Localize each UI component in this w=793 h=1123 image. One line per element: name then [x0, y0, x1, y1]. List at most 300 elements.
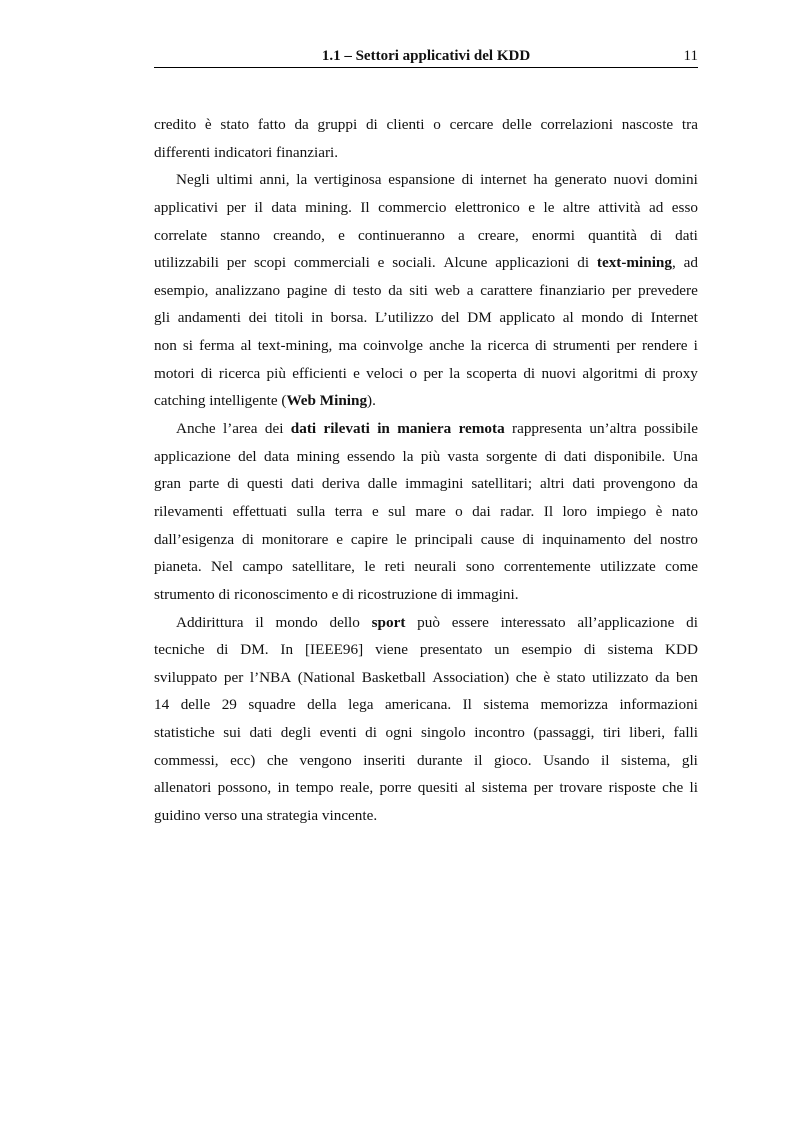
word: essendo [347, 447, 396, 465]
word: analizzano [215, 281, 281, 299]
word: di [522, 530, 535, 548]
word: Il [462, 696, 472, 714]
word: singolo [420, 724, 466, 742]
word: indicatori [214, 143, 273, 161]
word: nascoste [621, 116, 674, 133]
page-number: 11 [683, 48, 698, 64]
header-title: 1.1 – Settori applicativi del KDD [321, 48, 531, 64]
word: tra [681, 116, 698, 133]
word: reti [384, 558, 405, 576]
word: si [182, 337, 194, 355]
word: commercio [378, 198, 447, 216]
word: di [644, 364, 657, 382]
word: quantità [588, 226, 637, 244]
word: per [616, 337, 636, 355]
word: di [200, 364, 213, 382]
word: statistiche [154, 724, 215, 742]
word: dalle [367, 475, 398, 493]
word: di [544, 447, 557, 465]
word: come [665, 558, 698, 576]
word: porre [379, 779, 412, 797]
word: in [377, 420, 390, 438]
word: scopi [254, 254, 287, 272]
word: (National [297, 668, 356, 686]
word: una [240, 807, 263, 825]
word: loro [562, 502, 587, 520]
word: inquinamento [542, 530, 626, 548]
word: Negli [176, 171, 210, 189]
word: vasta [447, 447, 479, 465]
word: elettronico [454, 198, 520, 216]
word: Basketball [361, 668, 426, 686]
word: utilizzabili [154, 254, 219, 272]
word: sistema [481, 779, 528, 797]
word: gioco. [494, 751, 532, 769]
word: proxy [662, 364, 698, 382]
word: più [420, 447, 441, 465]
word: correlate [154, 226, 208, 244]
text-line [154, 526, 698, 554]
word: degli [280, 724, 312, 742]
word: di [535, 337, 547, 355]
text-line [154, 470, 698, 498]
word: ad [683, 254, 698, 272]
word: viene [375, 641, 408, 659]
word: di [365, 724, 377, 742]
text-line [154, 332, 698, 360]
word: clienti [386, 116, 425, 133]
word: di [583, 641, 596, 659]
word: tiri [602, 724, 621, 742]
word: mining [296, 447, 340, 465]
word: enormi [531, 226, 575, 244]
word: (passaggi, [533, 724, 595, 742]
word: per [611, 281, 632, 299]
word: per [226, 254, 247, 272]
word: sulla [296, 502, 326, 520]
text-line [154, 415, 698, 443]
word: di [523, 364, 536, 382]
word: di [461, 171, 474, 189]
word: guidino [154, 807, 201, 825]
word: Una [672, 447, 698, 465]
word: all’applicazione [577, 613, 675, 631]
word: a [457, 226, 465, 244]
word: intelligente [209, 392, 278, 410]
word: vengono [299, 751, 352, 769]
word: mondo [581, 309, 624, 327]
word: dei [264, 420, 284, 438]
word: ricerca [218, 364, 261, 382]
word: possono, [217, 779, 272, 797]
word: inseriti [363, 751, 406, 769]
word: tempo [295, 779, 334, 797]
word: maniera [397, 420, 452, 438]
text-line [154, 581, 698, 609]
word: dello [329, 613, 360, 631]
word: sistema [483, 696, 529, 714]
running-header [154, 47, 698, 68]
word: di [342, 585, 354, 603]
word: applicato [499, 309, 556, 327]
word: la [296, 171, 308, 189]
word: deriva [321, 475, 360, 493]
word: 14 [154, 696, 170, 714]
word: immagini [405, 475, 464, 493]
word: utilizzate [600, 558, 656, 576]
word: americana. [384, 696, 452, 714]
word: li [689, 779, 698, 797]
word: mining. [305, 198, 352, 216]
word: e [338, 226, 345, 244]
word: l’area [222, 420, 258, 438]
word: immagini. [456, 585, 519, 603]
word: dati [675, 226, 698, 244]
word: risposte [608, 779, 656, 797]
word: o [455, 502, 463, 520]
word: ha [533, 171, 548, 189]
word: neurali [414, 558, 457, 576]
word: rendere [641, 337, 688, 355]
word: possibile [643, 420, 698, 438]
word: applicativi [154, 198, 219, 216]
body-text [154, 111, 698, 830]
word: ogni [385, 724, 413, 742]
text-line [154, 553, 698, 581]
word: remota [458, 420, 505, 438]
word: nostro [659, 530, 698, 548]
word: delle [502, 116, 532, 133]
text-line [154, 802, 698, 830]
word: a [466, 281, 474, 299]
word: espansione [388, 171, 455, 189]
word: incontro [474, 724, 525, 742]
word: domini [654, 171, 698, 189]
word: satellitare, [292, 558, 355, 576]
word: è [655, 502, 663, 520]
word: da [388, 281, 403, 299]
word: gli [154, 309, 171, 327]
word: quesiti [417, 779, 459, 797]
word: lega [348, 696, 374, 714]
word: sorgente [486, 447, 538, 465]
word: di [365, 116, 378, 133]
word: titoli [274, 309, 304, 327]
word: Il [360, 198, 370, 216]
word: gruppi [317, 116, 358, 133]
text-line [154, 194, 698, 222]
word: principali [414, 530, 473, 548]
word: Anche [176, 420, 216, 438]
word: applicazioni [495, 254, 570, 272]
word: non [154, 337, 177, 355]
word: catching [154, 392, 206, 410]
word: sistema [607, 641, 654, 659]
word: stanno [220, 226, 260, 244]
word: e [331, 585, 339, 603]
word: cercare [449, 116, 494, 133]
word: generato [554, 171, 607, 189]
word: In [280, 641, 294, 659]
word: credito [154, 116, 197, 133]
word: satellitari; [471, 475, 533, 493]
word: al [240, 337, 252, 355]
word: in [277, 779, 290, 797]
word: le [543, 198, 555, 216]
word: altre [562, 198, 590, 216]
word: vincente. [321, 807, 378, 825]
word: ecc) [230, 751, 256, 769]
word: dati [572, 475, 596, 493]
word: esempio [521, 641, 572, 659]
word: utilizzato [592, 668, 649, 686]
word: eventi [319, 724, 357, 742]
word: nuovi [613, 171, 649, 189]
word: ma [338, 337, 358, 355]
word: per [226, 198, 246, 216]
word: creare, [477, 226, 519, 244]
word: effettuati [232, 502, 288, 520]
word: esempio, [154, 281, 209, 299]
word: per [423, 364, 443, 382]
word: commessi, [154, 751, 219, 769]
word: carattere [480, 281, 533, 299]
word: di [216, 641, 229, 659]
word: di [242, 530, 254, 548]
word: gli [681, 751, 698, 769]
word: i [693, 337, 698, 355]
word: trovare [559, 779, 603, 797]
word: dati [290, 420, 317, 438]
word: del [441, 309, 460, 327]
word: un [494, 641, 510, 659]
word: ricerca [487, 337, 529, 355]
word: del [238, 447, 257, 465]
word: che [515, 668, 537, 686]
word: Addirittura [176, 613, 244, 631]
word: può [417, 613, 440, 631]
text-line [154, 360, 698, 388]
word: da [683, 475, 698, 493]
word: gran [154, 475, 181, 493]
text-line [154, 304, 698, 332]
word: monitorare [261, 530, 329, 548]
word: presentato [419, 641, 483, 659]
word: falli [673, 724, 698, 742]
word: finanziario [539, 281, 606, 299]
text-line [154, 719, 698, 747]
word: sviluppato [154, 668, 218, 686]
word: pagine [286, 281, 328, 299]
word: dall’esigenza [154, 530, 235, 548]
word: dati [249, 724, 273, 742]
word: squadre [248, 696, 296, 714]
word: da [294, 116, 309, 133]
word: per [533, 779, 554, 797]
word: applicazione [154, 447, 231, 465]
word: il [601, 751, 610, 769]
word: DM [467, 309, 492, 327]
word: campo [242, 558, 283, 576]
word: la [402, 447, 414, 465]
word: KDD [665, 641, 698, 659]
word: più [266, 364, 286, 382]
word: di [227, 475, 240, 493]
word: un’altra [589, 420, 637, 438]
word: terra [334, 502, 363, 520]
word: interessato [500, 613, 566, 631]
text-line [154, 664, 698, 692]
word: data [264, 447, 290, 465]
word: al [464, 779, 476, 797]
word: 29 [221, 696, 237, 714]
word: di [650, 226, 662, 244]
word: ultimi [216, 171, 253, 189]
word: finanziari. [276, 143, 339, 161]
word: [IEEE96] [304, 641, 364, 659]
text-line [154, 774, 698, 802]
word: in [311, 309, 323, 327]
word: scoperta [466, 364, 518, 382]
word: ferma [199, 337, 235, 355]
word: di [686, 613, 698, 631]
word: strumento [154, 585, 215, 603]
word: strumenti [553, 337, 611, 355]
text-line [154, 111, 698, 139]
word: sistema, [620, 751, 671, 769]
word: per [223, 668, 244, 686]
word: dei [248, 309, 268, 327]
word: è [204, 116, 212, 133]
word: delle [180, 696, 211, 714]
text-line [154, 166, 698, 194]
word: continueranno [357, 226, 445, 244]
word: radar. [500, 502, 535, 520]
word: anche [429, 337, 465, 355]
word: Mining). [319, 392, 376, 410]
word: il [255, 613, 264, 631]
word: informazioni [619, 696, 698, 714]
word: internet [480, 171, 527, 189]
word: ricostruzione [357, 585, 438, 603]
word: o [409, 364, 418, 382]
word: riconoscimento [234, 585, 328, 603]
word: strategia [266, 807, 319, 825]
word: provengono [603, 475, 676, 493]
word: rilevati [323, 420, 370, 438]
word: fatto [257, 116, 286, 133]
word: veloci [366, 364, 404, 382]
word: commerciali [293, 254, 370, 272]
word: e [528, 198, 536, 216]
word: motori [154, 364, 195, 382]
word: stato [556, 668, 586, 686]
word: testo [352, 281, 382, 299]
word: (Web [281, 392, 316, 410]
text-line [154, 747, 698, 775]
word: di [577, 254, 590, 272]
word: del [633, 530, 653, 548]
word: sono [465, 558, 495, 576]
word: l’NBA [249, 668, 292, 686]
word: durante [416, 751, 463, 769]
word: algoritmi [582, 364, 639, 382]
word: rappresenta [512, 420, 583, 438]
word: che [266, 751, 288, 769]
text-line [154, 636, 698, 664]
word: è [543, 668, 551, 686]
word: da [655, 668, 670, 686]
word: ben [676, 668, 698, 686]
word: correntemente [503, 558, 591, 576]
word: liberi, [629, 724, 666, 742]
word: Nel [211, 558, 233, 576]
word: Usando [543, 751, 590, 769]
word: L’utilizzo [374, 309, 434, 327]
word: memorizza [540, 696, 608, 714]
word: allenatori [154, 779, 212, 797]
word: cause [480, 530, 515, 548]
word: che [662, 779, 684, 797]
word: anni, [259, 171, 290, 189]
word: al [562, 309, 574, 327]
text-line [154, 277, 698, 305]
word: mondo [275, 613, 318, 631]
word: questi [246, 475, 284, 493]
word: di [440, 585, 453, 603]
word: sport [371, 613, 406, 631]
word: e [377, 254, 385, 272]
word: efficienti [292, 364, 347, 382]
word: esso [671, 198, 698, 216]
word: disponibile. [593, 447, 666, 465]
text-line [154, 691, 698, 719]
word: web [434, 281, 460, 299]
word: sul [388, 502, 406, 520]
word: altri [539, 475, 565, 493]
word: il [474, 751, 483, 769]
word: borsa. [330, 309, 368, 327]
word: differenti [154, 143, 211, 161]
word: dai [472, 502, 491, 520]
word: rilevamenti [154, 502, 224, 520]
word: attività [598, 198, 641, 216]
word: DM. [240, 641, 269, 659]
word: text-mining, [257, 337, 333, 355]
word: sociali. [392, 254, 436, 272]
text-line [154, 139, 698, 167]
word: o [433, 116, 441, 133]
word: e [353, 364, 360, 382]
word: della [307, 696, 337, 714]
word: dati [563, 447, 587, 465]
word: siti [409, 281, 428, 299]
word: prevedere [637, 281, 698, 299]
word: pianeta. [154, 558, 202, 576]
word: Internet [650, 309, 698, 327]
text-line [154, 222, 698, 250]
word: reale, [339, 779, 374, 797]
word: Association) [432, 668, 510, 686]
word: il [254, 198, 263, 216]
word: text-mining, [596, 254, 676, 272]
word: sui [223, 724, 241, 742]
word: le [364, 558, 376, 576]
word: nuovi [541, 364, 577, 382]
word: tecniche [154, 641, 205, 659]
word: e [371, 502, 379, 520]
text-line [154, 249, 698, 277]
